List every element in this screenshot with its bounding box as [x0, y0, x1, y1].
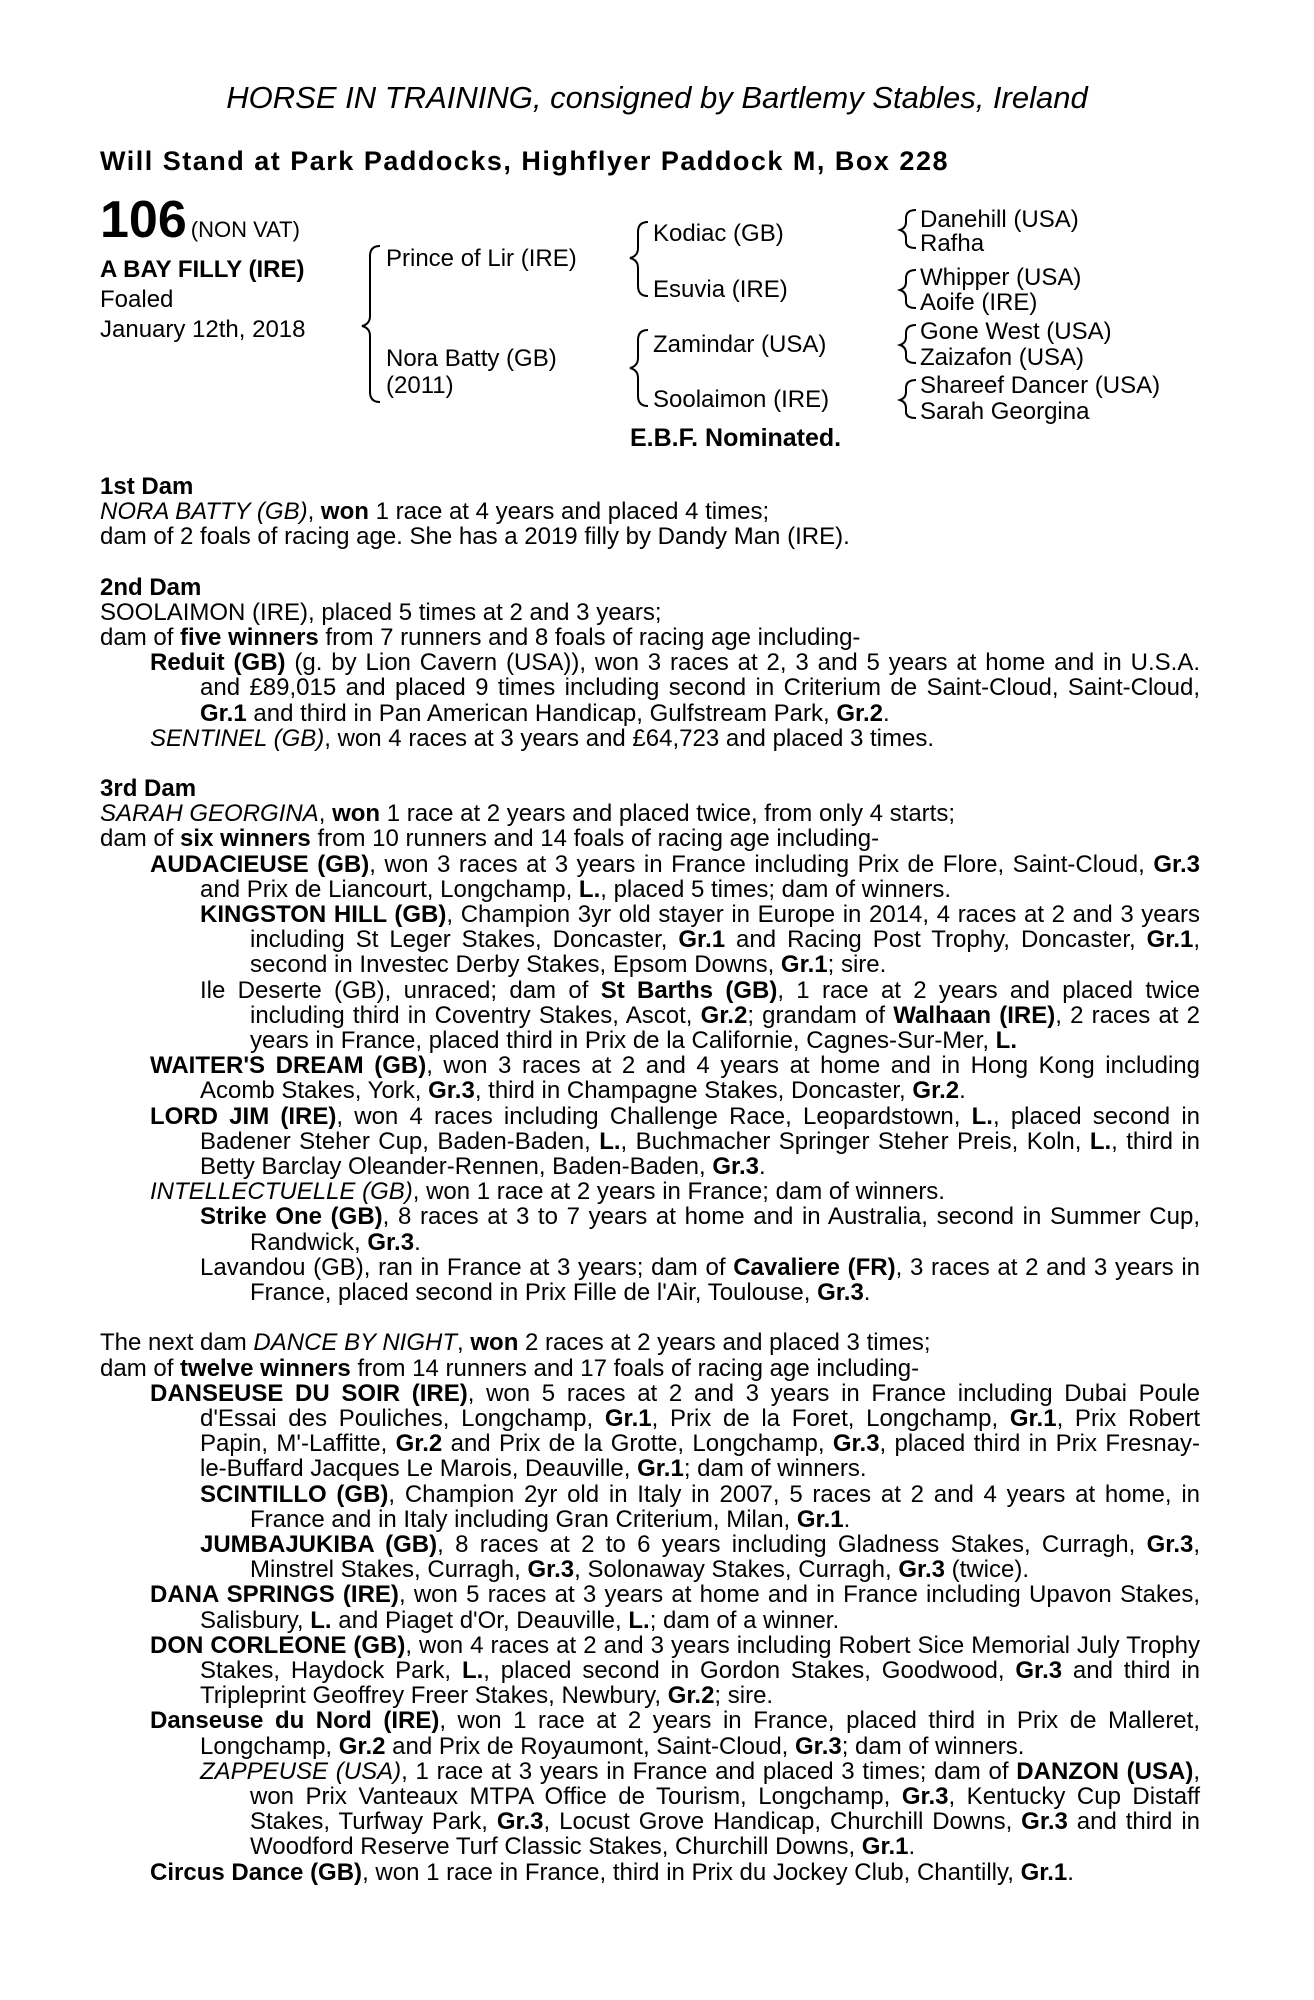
- ss-sire: Danehill (USA): [920, 206, 1079, 233]
- produce-circus-dance: Circus Dance (GB), won 1 race in France, third in Prix du Jockey Club, Chantilly, Gr.1.: [150, 1858, 1074, 1886]
- third-dam-line1: SARAH GEORGINA, won 1 race at 2 years and placed twice, from only 4 starts;: [100, 800, 955, 828]
- dd-dam: Sarah Georgina: [920, 398, 1090, 425]
- dam-sire: Zamindar (USA): [653, 331, 827, 358]
- next-dam-produce: dam of twelve winners from 14 runners and 17 foals of racing age including-: [100, 1354, 920, 1382]
- lot-number: 106: [100, 191, 187, 249]
- dam-year: (2011): [386, 372, 454, 399]
- produce-scintillo: SCINTILLO (GB), Champion 2yr old in Italy in 2007, 5 races at 2 and 4 years at home, in France and in Italy including Gran Criterium, Milan, Gr.1.: [200, 1480, 1201, 1533]
- produce-dana-springs: DANA SPRINGS (IRE), won 5 races at 3 years at home and in France including Upavon Stakes, Salisbury, L. and Piaget d'Or, Deauville, L.; dam of a winner.: [150, 1581, 1200, 1634]
- sire-dam: Esuvia (IRE): [653, 276, 788, 303]
- ebf-nomination: E.B.F. Nominated.: [630, 424, 842, 452]
- dam-dam: Soolaimon (IRE): [653, 386, 830, 413]
- next-dam-line1: The next dam DANCE BY NIGHT, won 2 races at 2 years and placed 3 times;: [100, 1329, 931, 1357]
- second-dam-heading: 2nd Dam: [100, 573, 202, 601]
- produce-ile-deserte: Ile Deserte (GB), unraced; dam of St Barths (GB), 1 race at 2 years and placed twice including third in Coventry Stakes, Ascot, Gr.2; grandam of Walhaan (IRE), 2 races at 2 years in France, placed third in Prix de la Californie, Cagnes-Sur-Mer, L.: [200, 976, 1200, 1055]
- produce-don-corleone: DON CORLEONE (GB), won 4 races at 2 and 3 years including Robert Sice Memorial July Trophy Stakes, Haydock Park, L., placed second in Gordon Stakes, Goodwood, Gr.3 and third in Tripleprint Geoffrey Freer Stakes, Newbury, Gr.2; sire.: [150, 1631, 1200, 1710]
- stand-location: Will Stand at Park Paddocks, Highflyer Paddock M, Box 228: [100, 146, 949, 176]
- produce-zappeuse: ZAPPEUSE (USA), 1 race at 3 years in France and placed 3 times; dam of DANZON (USA), won Prix Vanteaux MTPA Office de Tourism, Longchamp, Gr.3, Kentucky Cup Distaff Stakes, Turfway Park, Gr.3, Locust Grove Handicap, Churchill Downs, Gr.3 and third in Woodford Reserve Turf Classic Stakes, Churchill Downs, Gr.1.: [200, 1757, 1200, 1861]
- first-dam-name: NORA BATTY (GB): [100, 498, 308, 526]
- produce-lord-jim: LORD JIM (IRE), won 4 races including Challenge Race, Leopardstown, L., placed second in Badener Steher Cup, Baden-Baden, L., Buchmacher Springer Steher Preis, Koln, L., third in Betty Barclay Oleander-Rennen, Baden-Baden, Gr.3.: [150, 1102, 1201, 1181]
- produce-audacieuse: AUDACIEUSE (GB), won 3 races at 3 years in France including Prix de Flore, Saint-Cloud, Gr.3 and Prix de Liancourt, Longchamp, L., placed 5 times; dam of winners.: [150, 850, 1201, 903]
- brace-sire: [630, 222, 648, 296]
- first-dam-line1: NORA BATTY (GB), won 1 race at 4 years and placed 4 times;: [100, 498, 770, 526]
- sire-name: Prince of Lir (IRE): [386, 245, 577, 272]
- ds-dam: Zaizafon (USA): [920, 344, 1085, 371]
- third-dam-heading: 3rd Dam: [100, 775, 197, 803]
- dd-sire: Shareef Dancer (USA): [920, 372, 1161, 399]
- ds-sire: Gone West (USA): [920, 318, 1112, 345]
- produce-waiters-dream: WAITER'S DREAM (GB), won 3 races at 2 and 4 years at home and in Hong Kong including Acomb Stakes, York, Gr.3, third in Champagne Stakes, Doncaster, Gr.2.: [150, 1052, 1201, 1105]
- produce-danseuse-du-soir: DANSEUSE DU SOIR (IRE), won 5 races at 2 and 3 years in France including Dubai Poule d'Essai des Pouliches, Longchamp, Gr.1, Prix de la Foret, Longchamp, Gr.1, Prix Robert Papin, M'-Laffitte, Gr.2 and Prix de la Grotte, Longchamp, Gr.3, placed third in Prix Fresnay-le-Buffard Jacques Le Marois, Deauville, Gr.1; dam of winners.: [150, 1379, 1201, 1483]
- brace-ds: [900, 325, 916, 363]
- sire-sire: Kodiac (GB): [653, 220, 784, 247]
- second-dam-produce: dam of five winners from 7 runners and 8 foals of racing age including-: [100, 624, 861, 652]
- produce-strike-one: Strike One (GB), 8 races at 3 to 7 years at home and in Australia, second in Summer Cup, Randwick, Gr.3.: [200, 1203, 1200, 1256]
- sd-sire: Whipper (USA): [920, 264, 1082, 291]
- catalogue-body: [100, 474, 1200, 1885]
- brace-dam: [630, 330, 648, 406]
- consignor-title: HORSE IN TRAINING, consigned by Bartlemy Stables, Ireland: [226, 80, 1088, 115]
- first-dam-heading: 1st Dam: [100, 473, 194, 500]
- ss-dam: Rafha: [920, 230, 985, 257]
- first-dam-line2: dam of 2 foals of racing age. She has a 2019 filly by Dandy Man (IRE).: [100, 523, 850, 551]
- produce-lavandou: Lavandou (GB), ran in France at 3 years; dam of Cavaliere (FR), 3 races at 2 and 3 years in France, placed second in Prix Fille de l'Air, Toulouse, Gr.3.: [200, 1253, 1201, 1307]
- second-dam-line1: SOOLAIMON (IRE), placed 5 times at 2 and 3 years;: [100, 598, 662, 626]
- third-dam-produce: dam of six winners from 10 runners and 14 foals of racing age including-: [100, 825, 880, 853]
- brace-sd: [900, 270, 916, 308]
- produce-danseuse-du-nord: Danseuse du Nord (IRE), won 1 race at 2 years in France, placed third in Prix de Malleret, Longchamp, Gr.2 and Prix de Royaumont, Saint-Cloud, Gr.3; dam of winners.: [150, 1707, 1200, 1760]
- foaled-label: Foaled: [100, 286, 174, 313]
- vat-status: (NON VAT): [190, 217, 300, 242]
- horse-description: A BAY FILLY (IRE): [100, 256, 305, 283]
- produce-intellectuelle: INTELLECTUELLE (GB), won 1 race at 2 years in France; dam of winners.: [150, 1178, 945, 1206]
- brace-ss: [900, 210, 916, 248]
- produce-sentinel: SENTINEL (GB), won 4 races at 3 years and £64,723 and placed 3 times.: [150, 724, 934, 752]
- sd-dam: Aoife (IRE): [920, 289, 1038, 316]
- produce-jumbajukiba: JUMBAJUKIBA (GB), 8 races at 2 to 6 years including Gladness Stakes, Curragh, Gr.3, Minstrel Stakes, Curragh, Gr.3, Solonaway Stakes, Curragh, Gr.3 (twice).: [200, 1530, 1201, 1584]
- brace-dd: [900, 380, 916, 418]
- dam-name: Nora Batty (GB): [386, 345, 557, 372]
- produce-reduit: Reduit (GB) (g. by Lion Cavern (USA)), won 3 races at 2, 3 and 5 years at home and in U.S.A. and £89,015 and placed 9 times including second in Criterium de Saint-Cloud, Saint-Cloud, Gr.1 and third in Pan American Handicap, Gulfstream Park, Gr.2.: [150, 649, 1200, 727]
- produce-kingston-hill: KINGSTON HILL (GB), Champion 3yr old stayer in Europe in 2014, 4 races at 2 and 3 years including St Leger Stakes, Doncaster, Gr.1 and Racing Post Trophy, Doncaster, Gr.1, second in Investec Derby Stakes, Epsom Downs, Gr.1; sire.: [200, 901, 1201, 979]
- brace-main: [362, 246, 380, 402]
- foaled-date: January 12th, 2018: [100, 316, 306, 343]
